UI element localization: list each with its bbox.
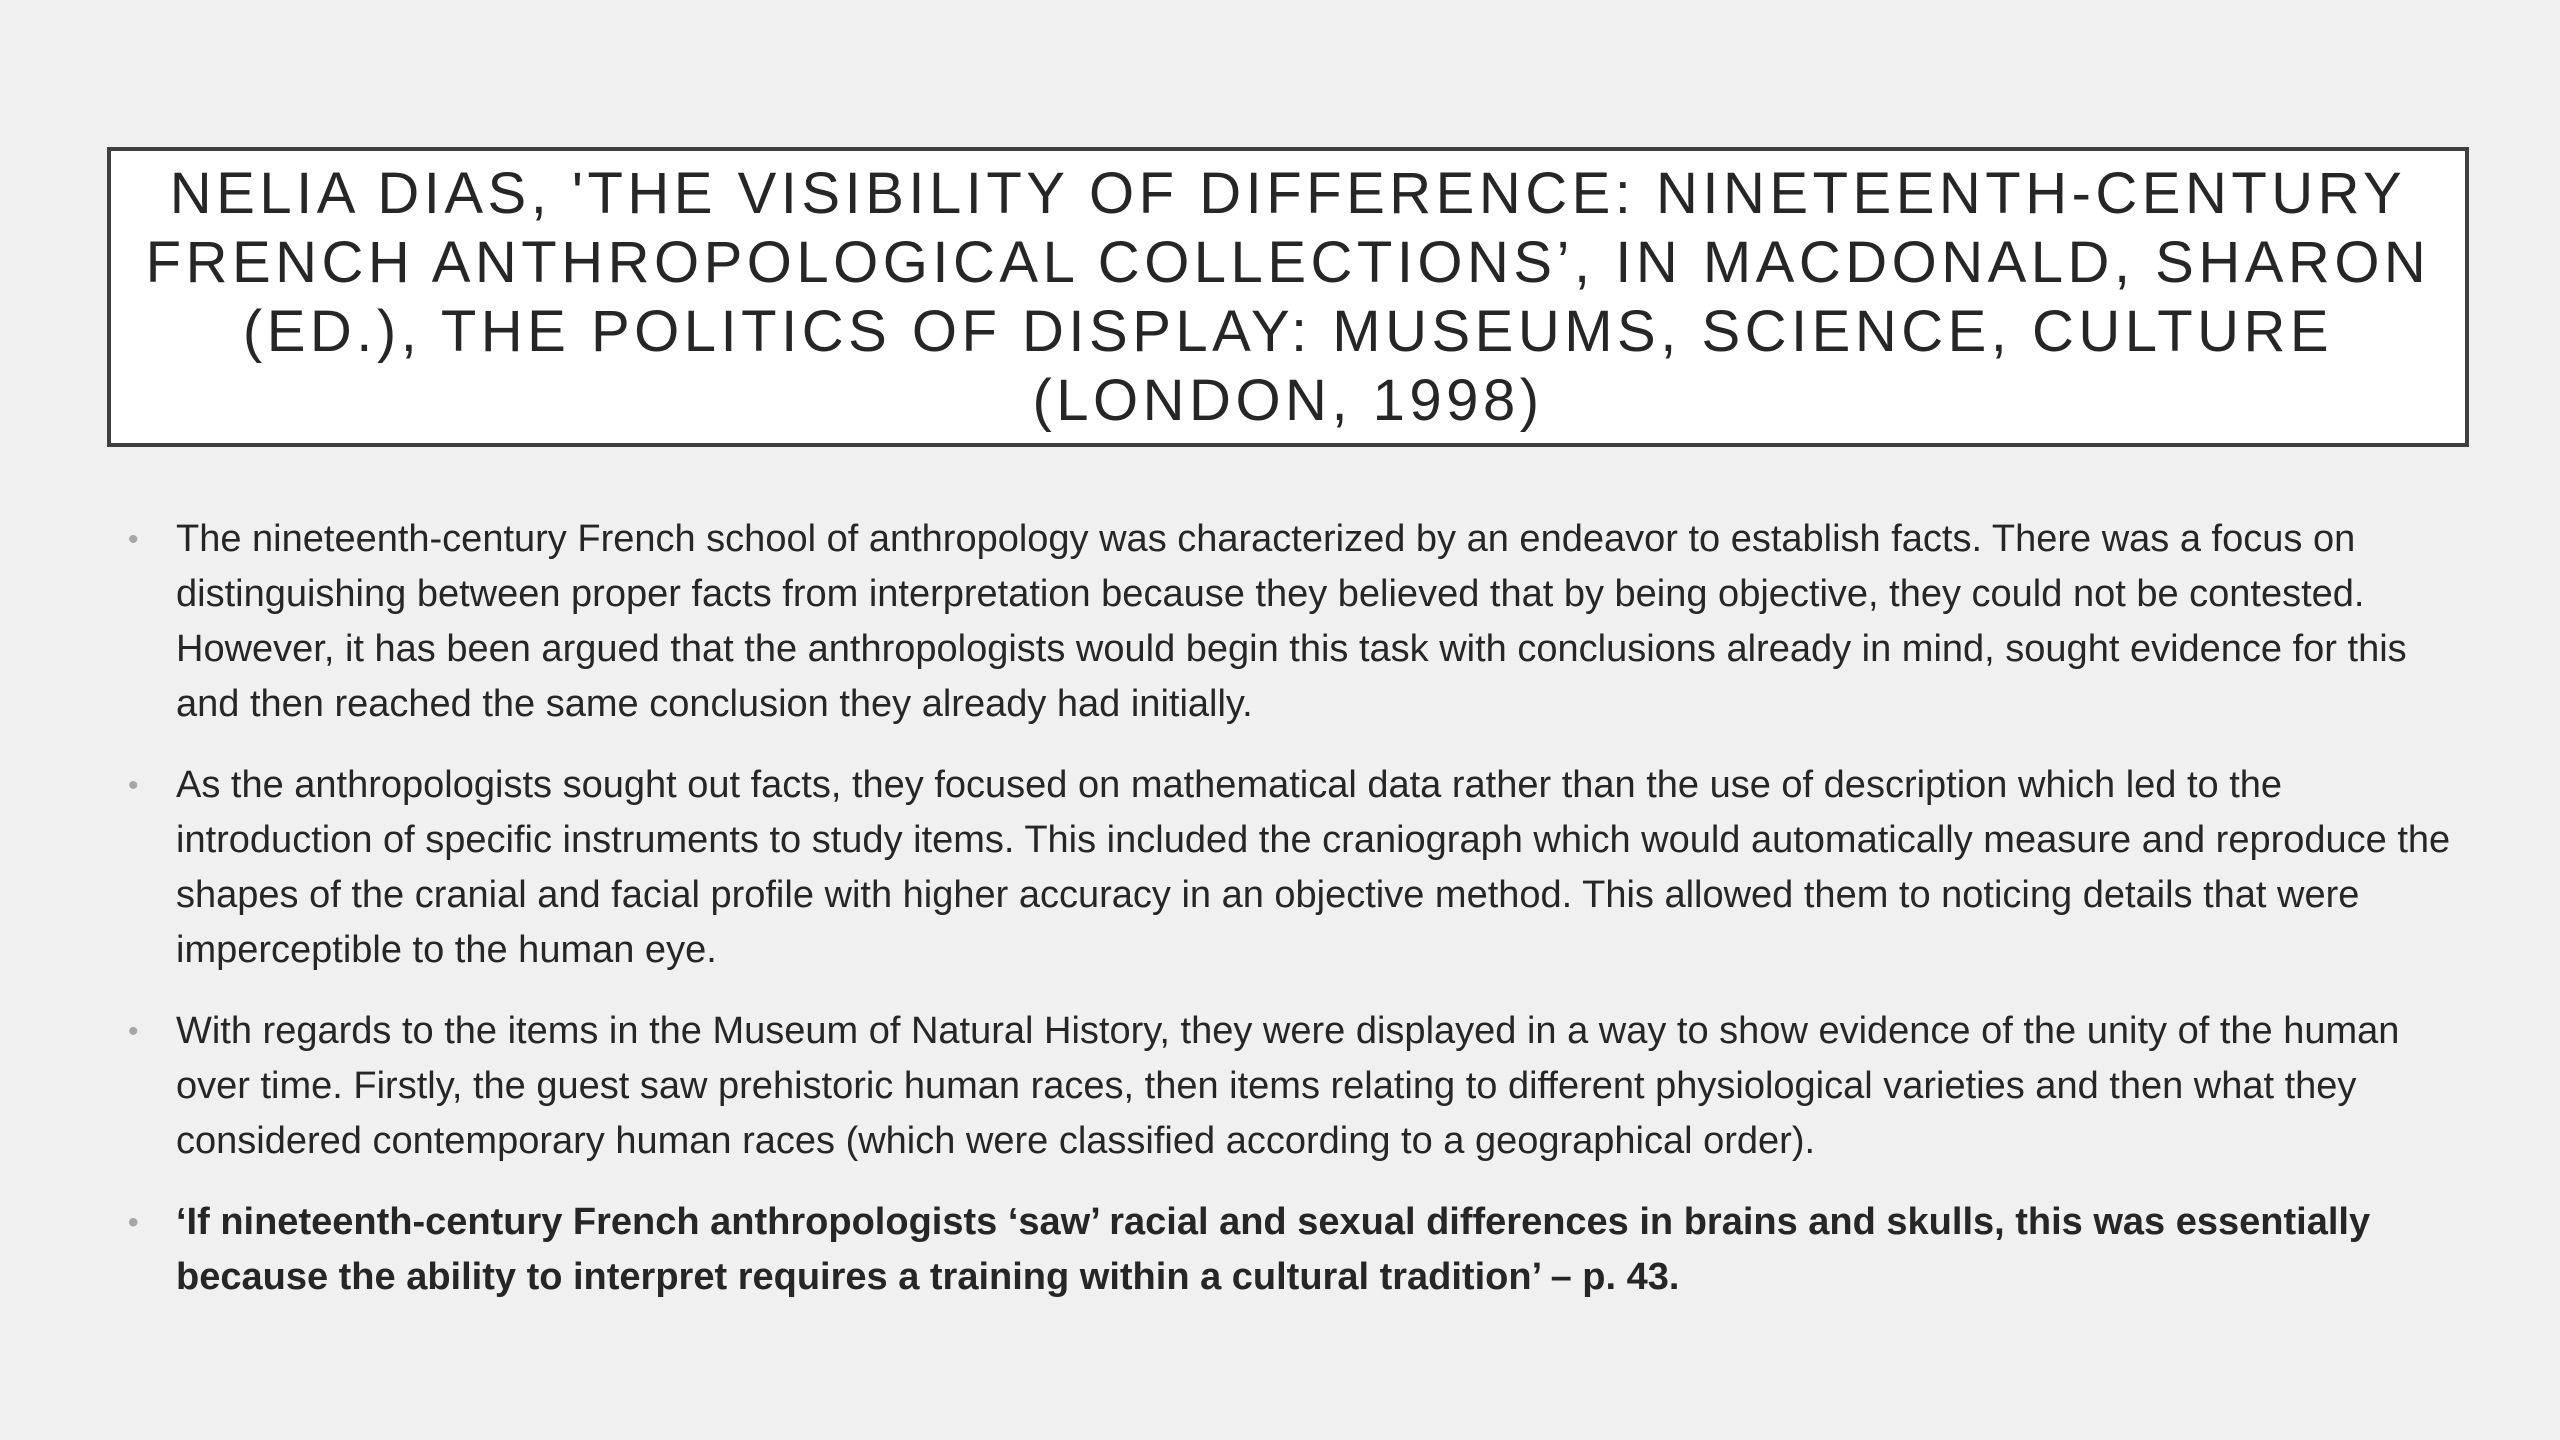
bullet-marker: •	[128, 1206, 139, 1239]
bullet-marker: •	[128, 769, 139, 802]
title-box	[107, 147, 2469, 447]
bullet-item-2	[128, 758, 2458, 978]
slide-title: NELIA DIAS, 'THE VISIBILITY OF DIFFERENCE: NINETEENTH-CENTURY FRENCH ANTHROPOLOGICAL COLLECTIONS’, IN MACDONALD, SHARON (ED.), THE POLITICS OF DISPLAY: MUSEUMS, SCIENCE, CULTURE (LONDON, 1998)	[145, 161, 2431, 433]
bullet-item-4-quote	[128, 1195, 2458, 1305]
bullet-text: As the anthropologists sought out facts, they focused on mathematical data rather than the use of description which led to the introduction of specific instruments to study items. This included the craniograph which would automatically measure and reproduce the shapes of the cranial and facial profile with higher accuracy in an objective method. This allowed them to noticing details that were imperceptible to the human eye.	[176, 764, 2451, 971]
bullet-item-1	[128, 512, 2458, 732]
bullet-quote-text: ‘If nineteenth-century French anthropologists ‘saw’ racial and sexual differences in brains and skulls, this was essentially because the ability to interpret requires a training within a cultural tradition’ – p. 43.	[176, 1201, 2371, 1298]
bullet-list	[128, 512, 2458, 1331]
bullet-item-3	[128, 1004, 2458, 1169]
bullet-text: The nineteenth-century French school of anthropology was characterized by an endeavor to establish facts. There was a focus on distinguishing between proper facts from interpretation because they believed that by being objective, they could not be contested. However, it has been argued that the anthropologists would begin this task with conclusions already in mind, sought evidence for this and then reached the same conclusion they already had initially.	[176, 518, 2407, 725]
bullet-marker: •	[128, 523, 139, 556]
bullet-marker: •	[128, 1015, 139, 1048]
bullet-text: With regards to the items in the Museum of Natural History, they were displayed in a way to show evidence of the unity of the human over time. Firstly, the guest saw prehistoric human races, then items relating to different physiological varieties and then what they considered contemporary human races (which were classified according to a geographical order).	[176, 1010, 2400, 1162]
